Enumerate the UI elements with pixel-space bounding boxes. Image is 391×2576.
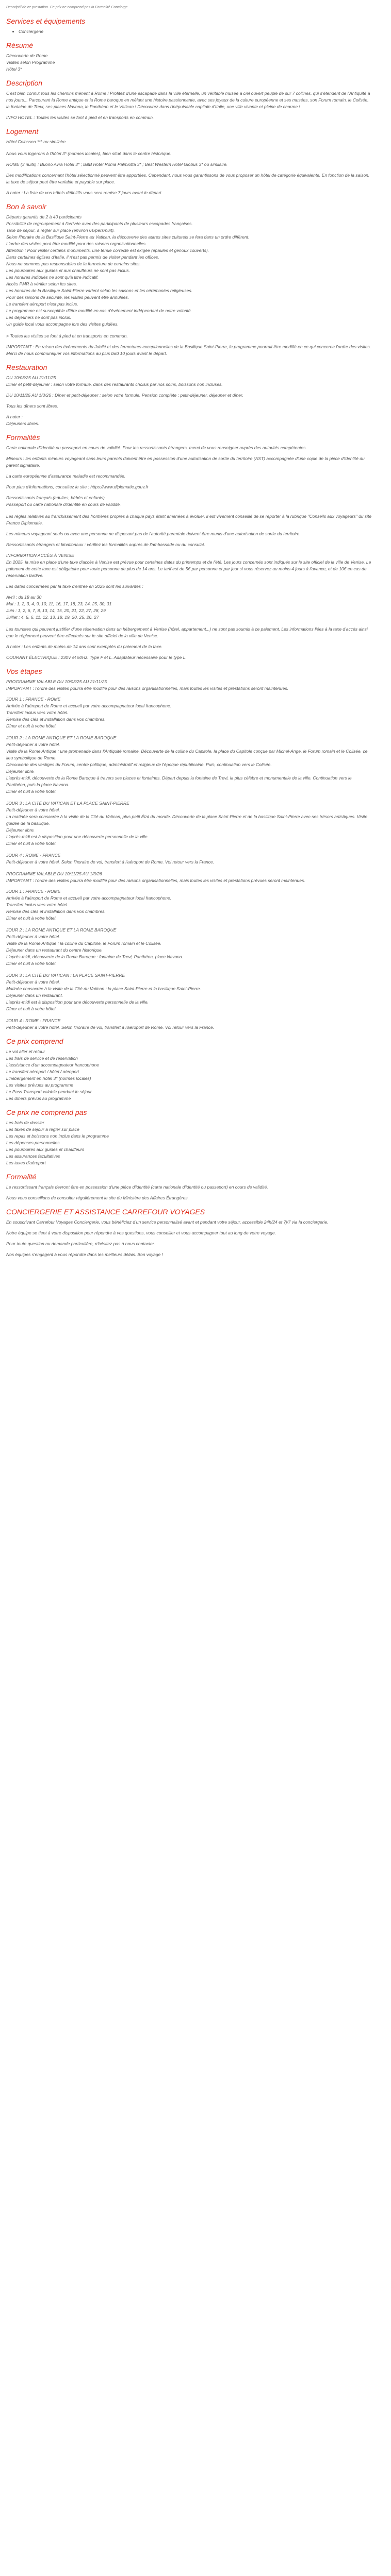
bon-important: IMPORTANT : En raison des événements du Jubilé et des fermetures exceptionnelles de la Basilique Saint-Pierre, le programme pourrait être modifié en ce qui concerne l'ordre des visites. Merci de nous communiquer vos informations au plus tard 10 jours avant le départ. xyxy=(6,344,371,356)
ressortissants-paragraph: Les mineurs voyageant seuls ou avec une personne ne disposant pas de l'autorité parentale doivent être munis d'une autorisation de sortie du territoire. xyxy=(6,531,301,536)
bon-note: > Toutes les visites se font à pied et en transports en commun. xyxy=(6,333,128,338)
program2-day xyxy=(6,888,372,922)
day-line: Petit-déjeuner à votre hôtel. xyxy=(6,934,60,939)
day-line: Transfert inclus vers votre hôtel. xyxy=(6,710,69,715)
formalites-paragraph: Mineurs : les enfants mineurs voyageant sans leurs parents doivent être en possession d'une autorisation de sortie du territoire (AST) accompagnée d'une copie de la pièce d'identité du parent signataire. xyxy=(6,456,365,468)
day-line: Petit-déjeuner à votre hôtel. xyxy=(6,742,60,747)
info-paragraph: A noter : Les enfants de moins de 14 ans sont exemptés du paiement de la taxe. xyxy=(6,644,163,649)
day-line: La matinée sera consacrée à la visite de la Cité du Vatican, plus petit État du monde. Découverte de la place Saint-Pierre et de la basilique Saint-Pierre avec ses trésors artistiques. Visite guidée de la basilique. xyxy=(6,814,368,826)
day-line: Arrivée à l'aéroport de Rome et accueil par votre accompagnateur local francophone. xyxy=(6,895,172,901)
resume-line: Visites selon Programme xyxy=(6,60,55,65)
bon-item: Le transfert aéroport n'est pas inclus. xyxy=(6,301,78,307)
prix-comprend-item: Les frais de service et de réservation xyxy=(6,1056,78,1061)
bon-item: Pour des raisons de sécurité, les visites peuvent être annulées. xyxy=(6,295,129,300)
program2-title: PROGRAMME VALABLE DU 10/11/25 AU 1/3/26 xyxy=(6,871,102,876)
page xyxy=(0,0,379,1278)
day-line: Petit-déjeuner à votre hôtel. xyxy=(6,979,60,985)
day-line: Visite de la Rome Antique : la colline du Capitole, le Forum romain et le Colisée. xyxy=(6,941,161,946)
ressortissants-paragraph: Les règles relatives au franchissement des frontières propres à chaque pays étant amenées à évoluer, il est vivement conseillé de se reporter à la rubrique "Conseils aux voyageurs" du site France Diplomatie. xyxy=(6,514,372,526)
day-title: JOUR 3 : LA CITÉ DU VATICAN : LA PLACE SAINT-PIERRE xyxy=(6,973,125,978)
day-line: Transfert inclus vers votre hôtel. xyxy=(6,902,69,907)
prix-ne-comprend-item: Les dépenses personnelles xyxy=(6,1140,60,1145)
restauration-paragraph: Dîner et petit-déjeuner : selon votre formule, dans des restaurants choisis par nos soins, boissons non incluses. xyxy=(6,382,223,387)
logement-paragraph: ROME (3 nuits) : Buono Avra Hotel 3* ; B&B Hotel Roma Palmiotta 3* ; Best Western Hotel Globus 3* ou similaire. xyxy=(6,162,228,167)
day-line: Dîner et nuit à votre hôtel. xyxy=(6,841,57,846)
logement-paragraph: Nous vous logerons à l'hôtel 3* (normes locales), bien situé dans le centre historique. xyxy=(6,151,172,156)
bon-item: Accès PMR à vérifier selon les sites. xyxy=(6,281,77,286)
day-title: JOUR 2 : LA ROME ANTIQUE ET LA ROME BAROQUE xyxy=(6,735,117,740)
logement-paragraph: Des modifications concernant l'hôtel sélectionné peuvent être apportées. Cependant, nous vous garantissons de vous proposer un hôtel de catégorie équivalente. En fonction de la saison, la taxe de séjour peut être variable et payable sur place. xyxy=(6,173,370,184)
day-line: Dîner et nuit à votre hôtel. xyxy=(6,961,57,966)
prix-ne-comprend-item: Les taxes d'aéroport xyxy=(6,1160,46,1165)
day-title: JOUR 3 : LA CITÉ DU VATICAN ET LA PLACE SAINT-PIERRE xyxy=(6,801,129,806)
ressortissants-paragraph: Ressortissants étrangers et binationaux : vérifiez les formalités auprès de l'ambassade ou du consulat. xyxy=(6,542,205,547)
intro-text: Descriptif de ce prestation. Ce prix ne comprend pas la Formalité Concierge xyxy=(6,6,128,9)
info-date-line: Juillet : 4, 5, 6, 11, 12, 13, 18, 19, 20, 25, 26, 27 xyxy=(6,615,99,620)
bon-item: L'ordre des visites peut être modifié pour des raisons organisationnelles. xyxy=(6,241,147,246)
ressortissants-line: Passeport ou carte nationale d'identité en cours de validité. xyxy=(6,502,121,507)
day-line: Dîner et nuit à votre hôtel. xyxy=(6,789,57,794)
restauration-paragraph: Tous les dîners sont libres. xyxy=(6,403,58,409)
day-line: Remise des clés et installation dans vos chambres. xyxy=(6,717,106,722)
bon-item: Taxe de séjour, à régler sur place (environ 6€/pers/nuit). xyxy=(6,228,115,233)
day-line: Remise des clés et installation dans vos chambres. xyxy=(6,909,106,914)
bon-item: Départs garantis de 2 à 40 participants xyxy=(6,214,82,219)
day-title: JOUR 4 : ROME - FRANCE xyxy=(6,853,61,858)
bon-item: Attention : Pour visiter certains monuments, une tenue correcte est exigée (épaules et genoux couverts). xyxy=(6,248,209,253)
bon-item: Selon l'horaire de la Basilique Saint-Pierre au Vatican, la découverte des autres sites culturels se fera dans un ordre différent. xyxy=(6,234,250,240)
day-line: Matinée consacrée à la visite de la Cité du Vatican : la place Saint-Pierre et la basilique Saint-Pierre. xyxy=(6,986,201,991)
day-line: Arrivée à l'aéroport de Rome et accueil par votre accompagnateur local francophone. xyxy=(6,703,172,708)
prix-ne-comprend-list xyxy=(6,1120,372,1166)
program1-day xyxy=(6,852,372,866)
day-line: Déjeuner libre. xyxy=(6,827,35,833)
info-venise-title: INFORMATION ACCÈS À VENISE xyxy=(6,553,74,558)
formalites-link[interactable]: Pour plus d'informations, consultez le site : https://www.diplomatie.gouv.fr xyxy=(6,484,149,489)
prix-comprend-item: Le Pass Transport valable pendant le séjour xyxy=(6,1089,92,1094)
service-item: • Conciergerie xyxy=(19,28,372,35)
restauration-heading: Restauration xyxy=(6,363,47,371)
prix-ne-comprend-heading: Ce prix ne comprend pas xyxy=(6,1108,87,1116)
info-paragraph: En 2025, la mise en place d'une taxe d'accès à Venise est prévue pour certaines dates du printemps et de l'été. Les jours concernés sont indiqués sur le site officiel de la ville de Venise. Le paiement de cette taxe est obligatoire pour toute personne de plus de 14 ans. Le tarif est de 5€ par personne et par jour si vous réservez au moins 4 jours à l'avance, et de 10€ en cas de réservation tardive. xyxy=(6,560,371,578)
day-line: Déjeuner dans un restaurant du centre historique. xyxy=(6,947,103,953)
bon-item: Dans certaines églises d'Italie, il n'est pas permis de visiter pendant les offices. xyxy=(6,255,159,260)
day-line: Déjeuner dans un restaurant. xyxy=(6,993,63,998)
formalites-paragraph: Carte nationale d'identité ou passeport en cours de validité. Pour les ressortissants étrangers, merci de vous renseigner auprès des autorités compétentes. xyxy=(6,445,307,450)
restauration-paragraph: DU 10/11/25 AU 1/3/26 : Dîner et petit-déjeuner : selon votre formule. Pension complète : petit-déjeuner, déjeuner et dîner. xyxy=(6,393,243,398)
bon-item: Nous ne sommes pas responsables de la fermeture de certains sites. xyxy=(6,261,141,266)
day-line: L'après-midi, découverte de la Rome Baroque à travers ses places et fontaines. Départ depuis la fontaine de Trevi, la plus célèbre et monumentale de la ville. Continuation vers le Panthéon, puis la place Navona. xyxy=(6,775,352,787)
prix-comprend-item: Le transfert aéroport / hôtel / aéroport xyxy=(6,1069,79,1074)
prix-comprend-item: Les dîners prévus au programme xyxy=(6,1096,71,1101)
prix-comprend-item: L'hébergement en hôtel 3* (normes locales) xyxy=(6,1076,91,1081)
conciergerie-paragraph: En souscrivant Carrefour Voyages Conciergerie, vous bénéficiez d'un service personnalisé avant et pendant votre séjour, accessible 24h/24 et 7j/7 via la conciergerie. xyxy=(6,1219,329,1225)
prix-ne-comprend-item: Les taxes de séjour à régler sur place xyxy=(6,1127,79,1132)
program1-day xyxy=(6,696,372,730)
logement-heading: Logement xyxy=(6,127,39,135)
program2-day xyxy=(6,927,372,967)
prix-comprend-item: L'assistance d'un accompagnateur francophone xyxy=(6,1062,99,1067)
info-paragraph: Les dates concernées par la taxe d'entrée en 2025 sont les suivantes : xyxy=(6,584,143,589)
bon-item: Un guide local vous accompagne lors des visites guidées. xyxy=(6,321,119,327)
day-line: Découverte des vestiges du Forum, centre politique, administratif et religieux de l'époque républicaine. Puis, continuation vers le Colisée. xyxy=(6,762,272,767)
day-title: JOUR 1 : FRANCE - ROME xyxy=(6,889,61,894)
day-line: Petit-déjeuner à votre hôtel. Selon l'horaire de vol, transfert à l'aéroport de Rome. Vol retour vers la France. xyxy=(6,859,215,865)
description-paragraph: INFO HOTEL : Toutes les visites se font à pied et en transports en commun. xyxy=(6,115,154,120)
bon-a-savoir-list xyxy=(6,214,372,328)
conciergerie-heading: CONCIERGERIE ET ASSISTANCE CARREFOUR VOYAGES xyxy=(6,1208,205,1216)
logement-subtitle: Hôtel Colosseo *** ou similaire xyxy=(6,139,66,144)
day-line: Petit-déjeuner à votre hôtel. xyxy=(6,807,60,812)
courant-line: COURANT ÉLECTRIQUE : 230V et 50Hz. Type F et L. Adaptateur nécessaire pour le type L. xyxy=(6,655,187,660)
resume-block xyxy=(6,53,372,73)
formalite-paragraph: Nous vous conseillons de consulter régulièrement le site du Ministère des Affaires Étrangères. xyxy=(6,1195,189,1200)
bon-item: Le programme est susceptible d'être modifié en cas d'événement indépendant de notre volonté. xyxy=(6,308,192,313)
info-date-line: Juin : 1, 2, 6, 7, 8, 13, 14, 15, 20, 21, 22, 27, 28, 29 xyxy=(6,608,106,613)
day-line: Dîner et nuit à votre hôtel. xyxy=(6,1006,57,1011)
restauration-subtitle: DU 10/03/25 AU 21/11/25 xyxy=(6,375,56,380)
day-line: L'après-midi, découverte de la Rome Baroque : fontaine de Trevi, Panthéon, place Navona. xyxy=(6,954,184,959)
ressortissants-title: Ressortissants français (adultes, bébés et enfants) xyxy=(6,495,105,500)
formalites-heading: Formalités xyxy=(6,433,40,442)
day-line: L'après-midi est à disposition pour une découverte personnelle de la ville. xyxy=(6,834,149,839)
resume-heading: Résumé xyxy=(6,41,34,49)
restauration-note: Déjeuners libres. xyxy=(6,421,39,426)
program1-day xyxy=(6,735,372,795)
day-title: JOUR 2 : LA ROME ANTIQUE ET LA ROME BAROQUE xyxy=(6,927,117,933)
restauration-note-label: A noter : xyxy=(6,414,23,419)
prix-comprend-list xyxy=(6,1048,372,1102)
prix-ne-comprend-item: Les repas et boissons non inclus dans le programme xyxy=(6,1133,109,1139)
prix-comprend-heading: Ce prix comprend xyxy=(6,1037,63,1045)
info-paragraph: Les touristes qui peuvent justifier d'une réservation dans un hébergement à Venise (hôtel, appartement...) ne sont pas soumis à ce paiement. Les informations liées à la taxe d'accès ainsi que le règlement peuvent être effectués sur le site officiel de la ville de Venise. xyxy=(6,626,368,638)
formalites-paragraph: La carte européenne d'assurance maladie est recommandée. xyxy=(6,473,126,479)
description-paragraph: C'est bien connu: tous les chemins mènent à Rome ! Profitez d'une escapade dans la ville éternelle, un véritable musée à ciel ouvert peuplé de sur 7 collines, qui s'étendent de l'Antiquité à nos jours... Parcourant la Rome antique et la Rome baroque en mêlant une histoire passionnante, avec ses joyaux de la culture européenne et ses musées, son Forum romain, le Colisée, la fontaine de Trevi, ses places Navona, le Panthéon et le Vatican ! Découvrez dans l'inépuisable capitale d'Italie, une ville vivante et pleine de charme ! xyxy=(6,91,370,109)
bon-item: Les horaires indiqués ne sont qu'à titre indicatif. xyxy=(6,275,99,280)
day-line: Visite de la Rome Antique : une promenade dans l'Antiquité romaine. Découverte de la colline du Capitole, la place du Capitole conçue par Michel-Ange, le Forum romain et le Colisée, ce lieu symbolique de Rome. xyxy=(6,749,368,760)
resume-line: Hôtel 3* xyxy=(6,66,22,72)
day-line: Dîner et nuit à votre hôtel. xyxy=(6,723,57,728)
bon-item: Les horaires de la Basilique Saint-Pierre varient selon les saisons et les cérémonies religieuses. xyxy=(6,288,192,293)
bon-a-savoir-heading: Bon à savoir xyxy=(6,202,46,211)
bon-item: Les pourboires aux guides et aux chauffeurs ne sont pas inclus. xyxy=(6,268,131,273)
day-title: JOUR 4 : ROME - FRANCE xyxy=(6,1018,61,1023)
formalite-heading: Formalité xyxy=(6,1173,37,1181)
day-line: Déjeuner libre. xyxy=(6,769,35,774)
program1-day xyxy=(6,800,372,847)
prix-ne-comprend-item: Les frais de dossier xyxy=(6,1120,44,1125)
logement-paragraph: A noter : La liste de vos hôtels définitifs vous sera remise 7 jours avant le départ. xyxy=(6,190,163,195)
prix-ne-comprend-item: Les pourboires aux guides et chauffeurs xyxy=(6,1147,85,1152)
program2-day xyxy=(6,972,372,1012)
conciergerie-paragraph: Nos équipes s'engagent à vous répondre dans les meilleurs délais. Bon voyage ! xyxy=(6,1252,164,1257)
voyage-heading: Vos étapes xyxy=(6,667,42,675)
info-date-line: Avril : du 18 au 30 xyxy=(6,595,42,600)
formalite-paragraph: Le ressortissant français devront être en possession d'une pièce d'identité (carte nationale d'identité ou passeport) en cours de validité. xyxy=(6,1184,268,1190)
description-heading: Description xyxy=(6,79,43,87)
prix-comprend-item: Les visites prévues au programme xyxy=(6,1082,73,1088)
day-line: Dîner et nuit à votre hôtel. xyxy=(6,916,57,921)
program1-note: IMPORTANT : l'ordre des visites pourra être modifié pour des raisons organisationnelles, mais toutes les visites et prestations seront maintenues. xyxy=(6,686,288,691)
prix-ne-comprend-item: Les assurances facultatives xyxy=(6,1154,60,1159)
info-date-line: Mai : 1, 2, 3, 4, 9, 10, 11, 16, 17, 18, 23, 24, 25, 30, 31 xyxy=(6,601,112,606)
services-heading: Services et équipements xyxy=(6,17,86,25)
resume-line: Découverte de Rome xyxy=(6,53,48,58)
day-line: Petit-déjeuner à votre hôtel. Selon l'horaire de vol, transfert à l'aéroport de Rome. Vol retour vers la France. xyxy=(6,1025,215,1030)
services-list xyxy=(6,28,372,35)
day-line: L'après-midi est à disposition pour une découverte personnelle de la ville. xyxy=(6,999,149,1005)
day-title: JOUR 1 : FRANCE - ROME xyxy=(6,697,61,702)
bon-item: Possibilité de regroupement à l'arrivée avec des participants de plusieurs escapades françaises. xyxy=(6,221,193,226)
program2-day xyxy=(6,1018,372,1031)
prix-comprend-item: Le vol aller et retour xyxy=(6,1049,45,1054)
conciergerie-paragraph: Notre équipe se tient à votre disposition pour répondre à vos questions, vous conseiller et vous accompagner tout au long de votre voyage. xyxy=(6,1230,276,1235)
conciergerie-paragraph: Pour toute question ou demande particulière, n'hésitez pas à nous contacter. xyxy=(6,1241,155,1246)
bon-item: Les déjeuners ne sont pas inclus. xyxy=(6,315,72,320)
program2-note: IMPORTANT : l'ordre des visites pourra être modifié pour des raisons organisationnelles, mais toutes les visites et prestations prévues seront maintenues. xyxy=(6,878,305,883)
program1-title: PROGRAMME VALABLE DU 10/03/25 AU 21/11/25 xyxy=(6,679,107,684)
